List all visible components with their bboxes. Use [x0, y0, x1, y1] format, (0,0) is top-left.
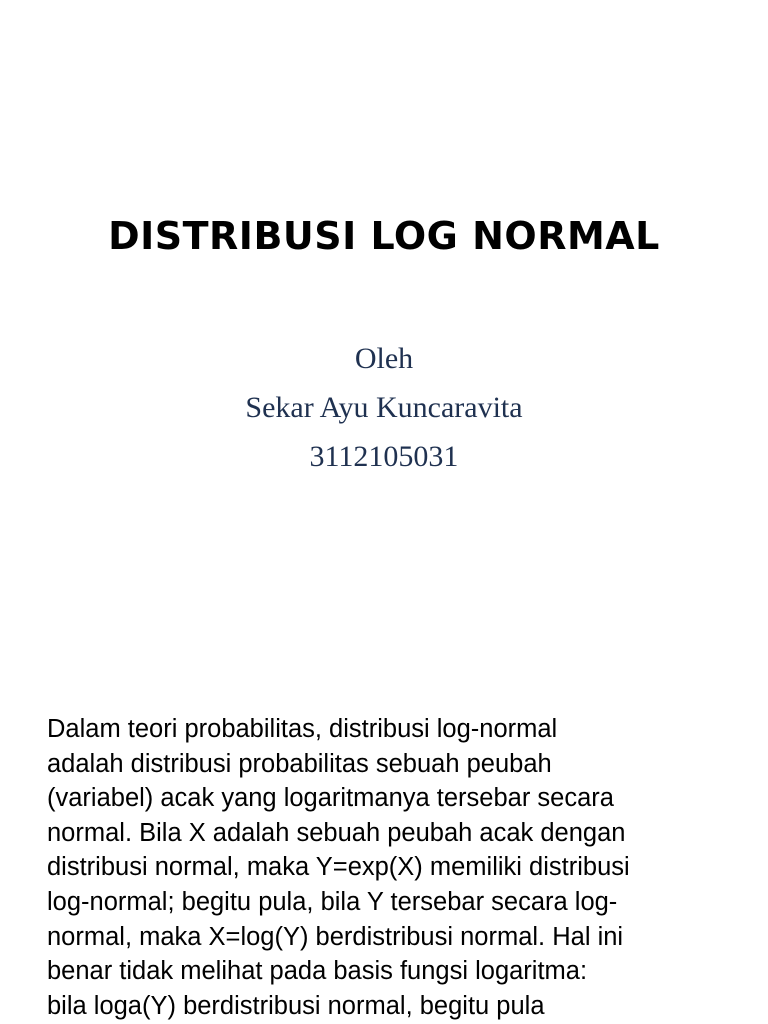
paragraph-line: Dalam teori probabilitas, distribusi log-normal: [47, 715, 558, 743]
by-label: Oleh: [354, 342, 414, 375]
body-paragraph: [47, 712, 737, 1023]
paragraph-line: adalah distribusi probabilitas sebuah peubah: [47, 749, 552, 778]
paragraph-line: bila loga(Y) berdistribusi normal, begitu pula: [47, 991, 545, 1020]
paragraph-line: distribusi normal, maka Y=exp(X) memiliki distribusi: [47, 853, 630, 882]
author-name: Sekar Ayu Kuncaravita: [245, 391, 523, 424]
student-id: 3112105031: [309, 440, 459, 473]
paragraph-line: benar tidak melihat pada basis fungsi logaritma:: [47, 957, 588, 986]
author-block: [0, 334, 768, 481]
paragraph-line: normal, maka X=log(Y) berdistribusi normal. Hal ini: [47, 922, 624, 951]
paragraph-line: log-normal; begitu pula, bila Y tersebar secara log-: [47, 887, 618, 916]
page-title: DISTRIBUSI LOG NORMAL: [108, 214, 660, 258]
paragraph-line: normal. Bila X adalah sebuah peubah acak dengan: [47, 818, 626, 847]
paragraph-line: (variabel) acak yang logaritmanya tersebar secara: [47, 784, 614, 813]
